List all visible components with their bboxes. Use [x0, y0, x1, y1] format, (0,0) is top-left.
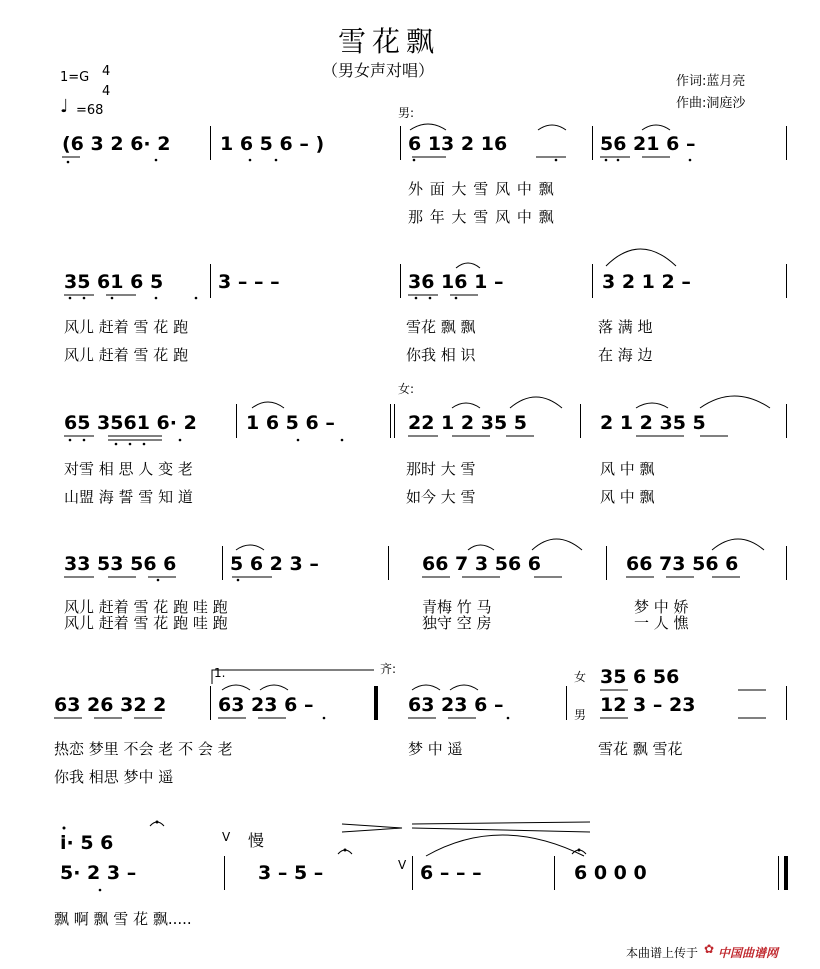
row6-measure3: 6 – – –	[420, 862, 482, 884]
row5-measure1: 63 26 32 2	[54, 694, 167, 716]
row2-lyric-verse2-a: 风儿 赶着 雪 花 跑	[64, 346, 189, 364]
site-name: 中国曲谱网	[718, 946, 779, 960]
male-marker-short: 男	[574, 708, 587, 722]
slur	[468, 545, 494, 550]
row4-measure2: 5 6 2 3 –	[230, 553, 319, 575]
row4-measure4: 66 73 56 6	[626, 553, 739, 575]
tie	[426, 835, 584, 856]
slur	[252, 402, 284, 408]
slur	[712, 539, 764, 550]
row4-measure3: 66 7 3 56 6	[422, 553, 542, 575]
row2-lyric-verse2-c: 在 海 边	[598, 346, 653, 364]
row6-measure4: 6 0 0 0	[574, 862, 647, 884]
slow-marking: 慢	[248, 831, 265, 850]
row3-lyric-verse2-c: 风 中 飘	[600, 488, 655, 506]
time-signature-bottom: 4	[102, 84, 111, 99]
song-title: 雪花飘	[338, 25, 441, 58]
female-marker: 女:	[398, 382, 415, 396]
slur	[532, 539, 582, 550]
female-marker-short: 女	[574, 670, 587, 684]
row3-lyric-verse2-a: 山盟 海 誓 雪 知 道	[64, 488, 193, 506]
slur	[642, 125, 670, 130]
slur	[636, 403, 668, 408]
row4-lyric-verse1-c: 梦 中 娇	[634, 598, 689, 616]
slur	[260, 685, 288, 690]
row2-measure1: 35 61 6 5	[64, 271, 164, 293]
row2-measure3: 36 16 1 –	[408, 271, 504, 293]
row3-lyric-verse2-b: 如今 大 雪	[406, 488, 476, 506]
row4-lyric-verse2-c: 一 人 憔	[634, 614, 689, 632]
slur	[412, 685, 440, 690]
quarter-note-icon: ♩	[60, 96, 69, 117]
row2-measure2: 3 – – –	[218, 271, 280, 293]
composer-credit: 作曲:洞庭沙	[676, 96, 746, 111]
row5-lyric-verse1-b: 梦 中 遥	[408, 740, 463, 758]
row6-measure2: 3 – 5 –	[258, 862, 324, 884]
row2-lyric-verse1-a: 风儿 赶着 雪 花 跑	[64, 318, 189, 336]
row6-upper-voice: i· 5 6	[60, 832, 114, 854]
row4-lyric-verse1-a: 风儿 赶着 雪 花 跑 哇 跑	[64, 598, 228, 616]
time-signature-top: 4	[102, 64, 111, 79]
slur	[456, 263, 480, 268]
row1-lyric-verse2: 那 年 大 雪 风 中 飘	[408, 208, 555, 226]
row5-lyric-verse1-a: 热恋 梦里 不会 老 不 会 老	[54, 740, 233, 758]
row3-measure3: 22 1 2 35 5	[408, 412, 528, 434]
row4-lyric-verse1-b: 青梅 竹 马	[422, 598, 492, 616]
slur	[538, 125, 566, 130]
slur	[236, 545, 264, 550]
row2-lyric-verse1-c: 落 满 地	[598, 318, 653, 336]
slur	[450, 685, 478, 690]
hairpin-line	[412, 828, 590, 832]
row2-measure4: 3 2 1 2 –	[602, 271, 691, 293]
site-logo-icon: ✿	[704, 942, 715, 956]
row1-measure2: 56 21 6 –	[600, 133, 696, 155]
row5-measure4-male: 12 3 – 23	[600, 694, 696, 716]
octave-dot	[63, 827, 66, 830]
row6-lower-voice: 5· 2 3 –	[60, 862, 137, 884]
song-subtitle: （男女声对唱）	[322, 61, 435, 80]
row1-intro: (6 3 2 6· 2	[62, 133, 171, 155]
row3-measure4: 2 1 2 35 5	[600, 412, 706, 434]
male-marker: 男:	[398, 106, 415, 120]
diminuendo-hairpin	[342, 824, 402, 832]
lyricist-credit: 作词:蓝月亮	[676, 74, 746, 89]
row3-lyric-verse1-b: 那时 大 雪	[406, 460, 476, 478]
slur	[222, 685, 250, 690]
key-signature: 1=G	[60, 70, 90, 85]
volta-bracket	[212, 670, 374, 684]
row2-lyric-verse1-b: 雪花 飘 飘	[406, 318, 476, 336]
row5-measure2: 63 23 6 –	[218, 694, 314, 716]
volta-1-label: 1.	[214, 666, 226, 680]
row5-lyric-verse2-a: 你我 相思 梦中 遥	[54, 768, 174, 786]
row1-intro-b: 1 6 5 6 – )	[220, 133, 325, 155]
slur	[510, 397, 562, 408]
row4-lyric-verse2-a: 风儿 赶着 雪 花 跑 哇 跑	[64, 614, 228, 632]
row5-measure4-female: 35 6 56	[600, 666, 680, 688]
row4-measure1: 33 53 56 6	[64, 553, 177, 575]
breath-mark: V	[398, 858, 407, 872]
row3-measure2: 1 6 5 6 –	[246, 412, 335, 434]
row3-lyric-verse1-a: 对雪 相 思 人 变 老	[64, 460, 193, 478]
row1-lyric-verse1: 外 面 大 雪 风 中 飘	[408, 180, 555, 198]
row5-lyric-verse1-c: 雪花 飘 雪花	[598, 740, 683, 758]
row4-lyric-verse2-b: 独守 空 房	[422, 614, 492, 632]
row3-lyric-verse1-c: 风 中 飘	[600, 460, 655, 478]
slur	[606, 249, 676, 266]
slur	[410, 124, 446, 130]
row2-lyric-verse2-b: 你我 相 识	[406, 346, 476, 364]
upload-caption: 本曲谱上传于	[626, 946, 699, 960]
slur	[700, 396, 770, 408]
row1-measure1: 6 13 2 16	[408, 133, 508, 155]
row3-measure1: 65 3561 6· 2	[64, 412, 197, 434]
slur	[452, 403, 480, 408]
row5-measure3: 63 23 6 –	[408, 694, 504, 716]
breath-mark: V	[222, 830, 231, 844]
row6-lyric: 飘 啊 飘 雪 花 飘.....	[54, 910, 192, 928]
tempo-marking: =68	[76, 103, 104, 118]
together-marker: 齐:	[380, 662, 397, 676]
hairpin-line	[412, 822, 590, 824]
